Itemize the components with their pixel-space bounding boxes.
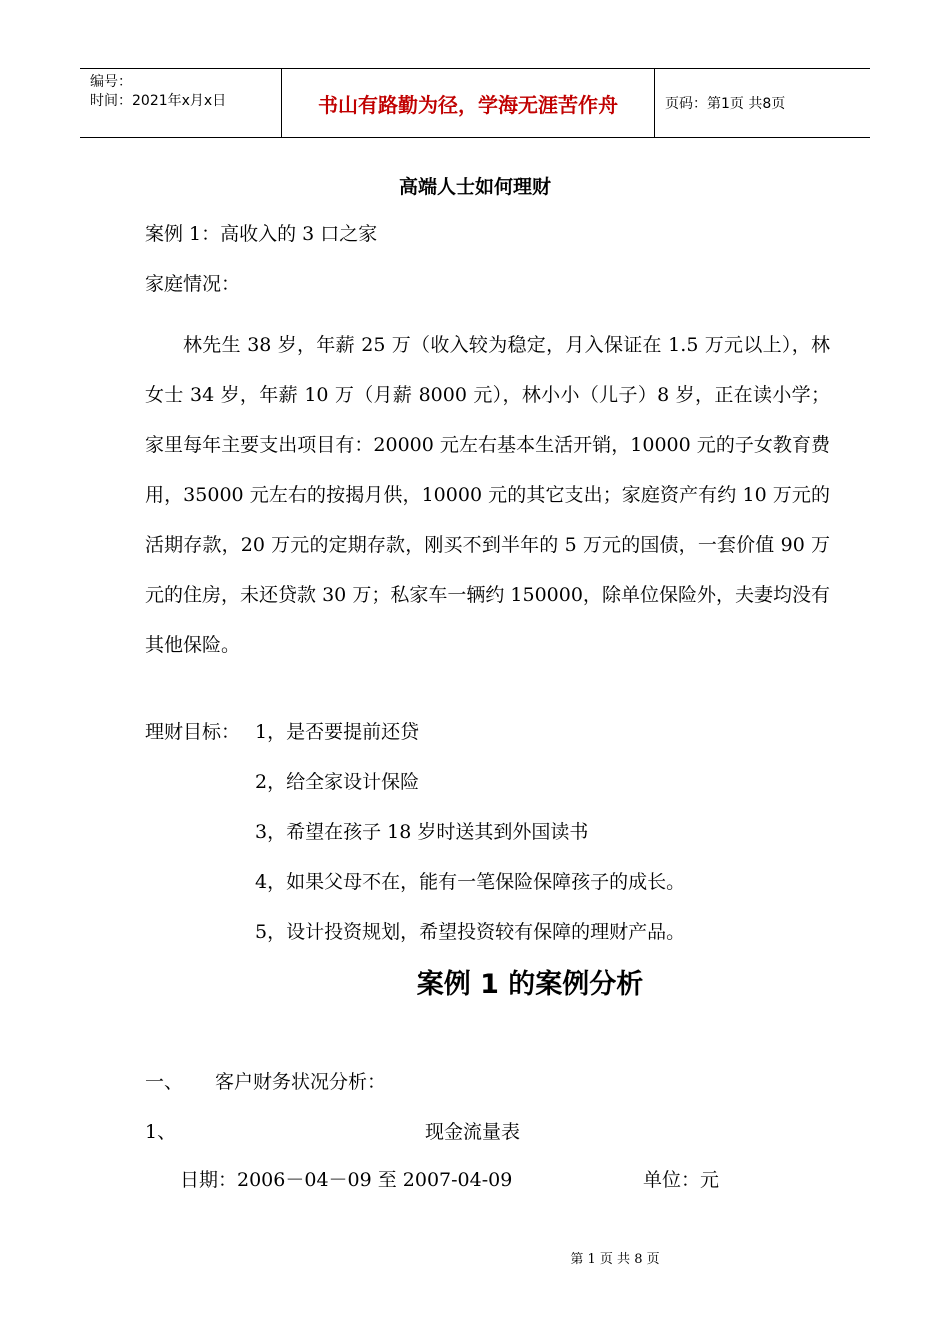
sub-one-number: 1、 [145, 1121, 177, 1143]
family-text: 林先生 38 岁，年薪 25 万（收入较为稳定，月入保证在 1.5 万元以上），林女士 34 岁，年薪 10 万（月薪 8000 元），林小小（儿子）8 岁，正在读小学；家里每年主要支出项目有：20000 元左右基本生活开销，10000 元的子女教育费用，35000 元左右的按揭月供，10000 元的其它支出；家庭资产有约 10 万元的活期存款，20 万元的定期存款，刚买不到半年的 5 万元的国债，一套价值 90 万元的住房，未还贷款 30 万；私家车一辆约 150000，除单位保险外，夫妻均没有其他保险。 [145, 334, 830, 656]
header-motto: 书山有路勤为径，学海无涯苦作舟 [282, 69, 655, 137]
family-label: 家庭情况： [145, 273, 241, 295]
goal-item: 4，如果父母不在，能有一笔保险保障孩子的成长。 [255, 871, 686, 893]
analysis-title: 案例 1 的案例分析 [416, 969, 644, 1000]
goal-item: 5，设计投资规划，希望投资较有保障的理财产品。 [255, 921, 686, 943]
page-footer: 第 1 页 共 8 页 [570, 1252, 660, 1267]
document-number: 编号： [90, 74, 132, 90]
header-meta [80, 69, 282, 137]
header-page-info: 页码：第1页 共8页 [665, 96, 786, 112]
goal-item: 2，给全家设计保险 [255, 771, 420, 793]
case-title: 案例 1：高收入的 3 口之家 [145, 223, 378, 245]
section-one-number: 一、 [145, 1071, 184, 1093]
section-one-label: 客户财务状况分析： [215, 1071, 387, 1093]
document-title: 高端人士如何理财 [398, 176, 551, 198]
goal-item: 3，希望在孩子 18 岁时送其到外国读书 [255, 821, 589, 843]
page-header [80, 68, 870, 138]
unit-label: 单位：元 [643, 1169, 720, 1191]
goal-item: 1，是否要提前还贷 [255, 721, 420, 743]
document-date: 时间：2021年x月x日 [90, 93, 227, 109]
goals-label: 理财目标： [145, 721, 241, 743]
date-range: 日期：2006－04－09 至 2007-04-09 [180, 1169, 513, 1191]
sub-one-label: 现金流量表 [425, 1121, 521, 1143]
family-description [145, 320, 830, 670]
